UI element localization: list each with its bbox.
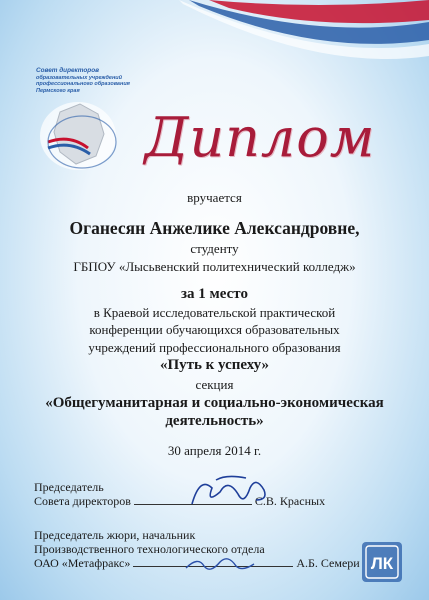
sig1-title-1: Председатель — [34, 480, 104, 494]
section-line-2: деятельность» — [165, 413, 264, 429]
logo-line-4: Пермского края — [36, 87, 80, 94]
event-line-3: учреждений профессионального образования — [88, 340, 341, 355]
recipient-name: Оганесян Анжелике Александровне, — [69, 218, 360, 238]
logo-caption — [36, 68, 132, 94]
sig2-title-3: ОАО «Метафракс» — [34, 556, 131, 570]
awarded-text: вручается — [187, 190, 242, 205]
sig2-title-1: Председатель жюри, начальник — [34, 528, 196, 542]
stamp-letters: ЛК — [370, 554, 394, 573]
logo-line-1: Совет директоров — [36, 67, 99, 74]
corner-ribbon-decoration — [169, 0, 429, 70]
event-name: «Путь к успеху» — [159, 357, 270, 373]
section-line-1: «Общегуманитарная и социально-экономическая — [45, 395, 384, 411]
signature-1-handwriting — [186, 470, 276, 514]
diploma-title: Диплом — [144, 106, 376, 169]
logo-line-3: профессионального образования — [36, 81, 130, 88]
signature-2-handwriting — [180, 550, 260, 576]
sig2-title-2: Производственного технологического отдела — [34, 542, 265, 556]
place-text: за 1 место — [181, 286, 248, 302]
logo-line-2: образовательных учреждений — [36, 74, 122, 81]
sig1-title-2: Совета директоров — [34, 494, 131, 508]
diploma-date: 30 апреля 2014 г. — [167, 443, 262, 458]
recipient-role: студенту — [190, 241, 239, 256]
signature-block-1 — [34, 480, 325, 508]
section-label: секция — [195, 377, 234, 392]
college-stamp-logo — [360, 540, 404, 584]
event-line-2: конференции обучающихся образовательных — [89, 322, 340, 337]
event-line-1: в Краевой исследовательской практической — [93, 305, 336, 320]
institution-name: ГБПОУ «Лысьвенский политехнический колледж» — [73, 259, 356, 274]
sig1-name: С.В. Красных — [254, 494, 326, 508]
sig2-name: А.Б. Семери — [296, 556, 360, 570]
